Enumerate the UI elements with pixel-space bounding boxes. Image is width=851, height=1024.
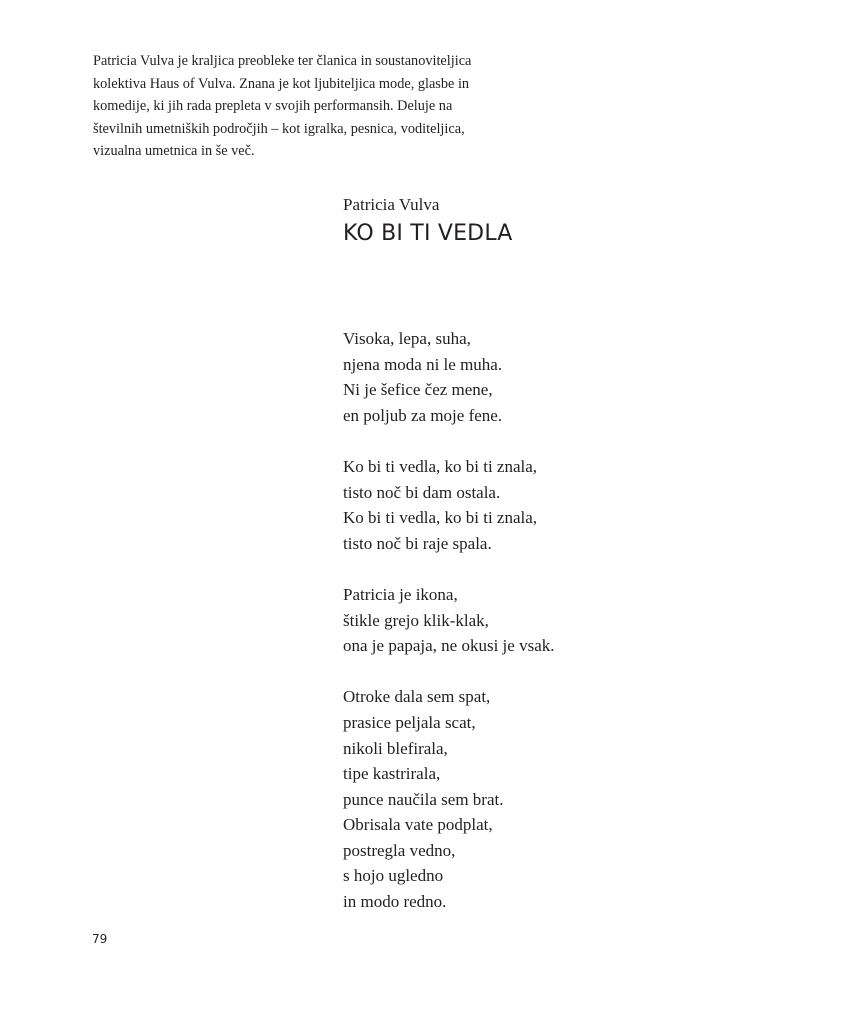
stanza-4 — [343, 684, 803, 914]
poem-line: en poljub za moje fene. — [343, 405, 503, 425]
poem-line: ona je papaja, ne okusi je vsak. — [343, 636, 555, 656]
poem-title: KO BI TI VEDLA — [343, 221, 513, 246]
stanza-3 — [343, 582, 803, 659]
poem-line: Ko bi ti vedla, ko bi ti znala, — [343, 508, 538, 528]
poem-line: njena moda ni le muha. — [343, 354, 503, 374]
poem-line: Ni je šefice čez mene, — [343, 380, 493, 400]
poem-line: tisto noč bi raje spala. — [343, 533, 492, 553]
author-bio — [93, 50, 523, 163]
poem-line: prasice peljala scat, — [343, 712, 476, 732]
poem-line: tisto noč bi dam ostala. — [343, 482, 501, 502]
poem-line: s hojo ugledno — [343, 866, 444, 886]
stanza-1 — [343, 326, 803, 428]
poem-line: punce naučila sem brat. — [343, 789, 504, 809]
bio-line: številnih umetniških področjih – kot igralka, pesnica, voditeljica, — [93, 120, 465, 137]
bio-line: vizualna umetnica in še več. — [93, 143, 255, 160]
bio-line: kolektiva Haus of Vulva. Znana je kot ljubiteljica mode, glasbe in — [93, 75, 470, 92]
page-number: 79 — [92, 932, 108, 946]
poem-line: in modo redno. — [343, 892, 447, 912]
poem-author: Patricia Vulva — [343, 195, 440, 214]
poem-line: Ko bi ti vedla, ko bi ti znala, — [343, 456, 538, 476]
poem-line: Obrisala vate podplat, — [343, 815, 493, 835]
poem-line: nikoli blefirala, — [343, 738, 448, 758]
bio-line: komedije, ki jih rada prepleta v svojih performansih. Deluje na — [93, 98, 453, 115]
poem-line: tipe kastrirala, — [343, 764, 441, 784]
poem-line: Visoka, lepa, suha, — [343, 329, 471, 348]
stanza-2 — [343, 454, 803, 556]
poem-body — [343, 326, 803, 940]
poem-line: štikle grejo klik-klak, — [343, 610, 489, 630]
bio-line: Patricia Vulva je kraljica preobleke ter članica in soustanoviteljica — [93, 53, 472, 69]
poem-line: postregla vedno, — [343, 840, 456, 860]
poem-line: Patricia je ikona, — [343, 584, 458, 604]
poem-header — [343, 194, 803, 249]
poem-line: Otroke dala sem spat, — [343, 687, 491, 707]
